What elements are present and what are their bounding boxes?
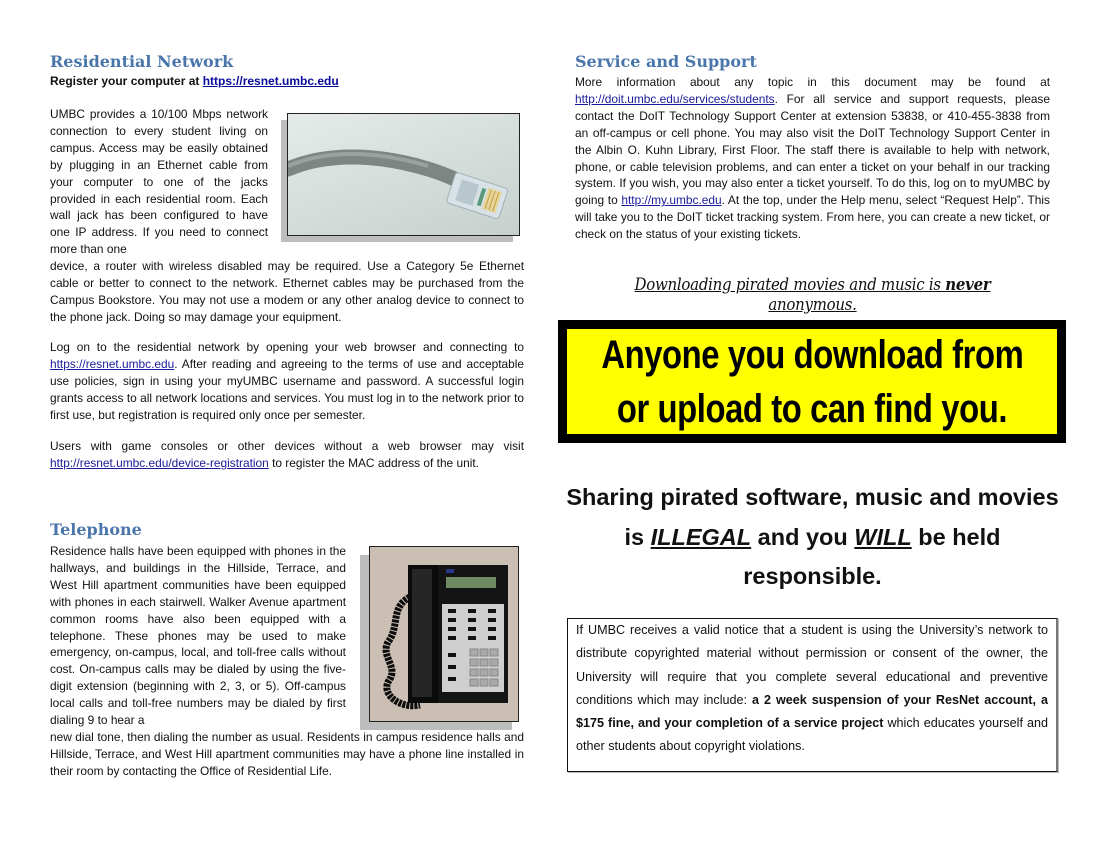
notice-text-1: If UMBC receives a valid notice that a student is using the University’s network to distribute copyrighted material without permission or consent of the owner, the University will require that you complete several educational and preventive conditions which may include:: [576, 623, 1048, 707]
will-emphasis: WILL: [854, 523, 912, 550]
slogan-before: Downloading pirated movies and music is: [634, 275, 946, 295]
illegal-part-1: Sharing pirated software, music and movies is: [566, 484, 1059, 550]
register-line: [50, 74, 524, 88]
residential-network-section: [50, 52, 524, 88]
residential-paragraph-rest: device, a router with wireless disabled may be required. Use a Category 5e Ethernet cable or better to connect to the network. Ethernet cables may be purchased from the Campus Bookstore. You may not use a modem or any other analog device to connect to the phone jack. Doing so may damage your equipment.: [50, 259, 524, 324]
illegal-part-3: be held responsible.: [743, 523, 1001, 589]
illegal-emphasis: ILLEGAL: [650, 523, 752, 550]
warning-line-2: or upload to can find you.: [616, 386, 1008, 431]
service-support-paragraph: [575, 74, 1050, 243]
illegal-statement: [560, 478, 1065, 597]
warning-line-1: Anyone you download from: [600, 332, 1024, 377]
consoles-text-rest: to register the MAC address of the unit.: [268, 455, 479, 470]
myumbc-link[interactable]: http://my.umbc.edu: [621, 193, 722, 208]
logon-text-prefix: Log on to the residential network by opening your web browser and connecting to: [50, 340, 524, 354]
telephone-paragraph-wrap: Residence halls have been equipped with phones in the hallways, and buildings in the Hillside, Terrace, and West Hill apartment communities have been equipped with phones in each stairwell. Walker Avenue apartment common rooms have also been equipped with a telephone. These phones may be used to make emergency, on-campus, local, and toll-free calls without cost. On-campus calls may be dialed by using the five-digit extension (beginning with 2, 3, or 5). Off-campus local calls and toll-free numbers may be dialed by first dialing 9 to hear a: [50, 544, 346, 728]
support-text-middle: . For all service and support requests, please contact the DoIT Technology Support Center at extension 53838, or 410-455-3838 from an off-campus or cell phone. You may also visit the DoIT Technology Support Center in the Albin O. Kuhn Library, First Floor. The staff there is available to help with network, phone, or cable television problems, and can enter a ticket on your behalf in our tracking system. If you wish, you may also enter a ticket yourself. To do this, log on to myUMBC by going to: [575, 91, 1050, 208]
logon-text-rest: . After reading and agreeing to the terms of use and acceptable use policies, sign in using your myUMBC username and password. A successful login grants access to all network locations and services. You must log in to the network prior to first use, but registration is required only once per semester.: [50, 356, 524, 422]
telephone-image: [370, 547, 518, 721]
consoles-text-prefix: Users with game consoles or other devices without a web browser may visit: [50, 439, 524, 453]
slogan-emphasis: never: [945, 275, 991, 295]
notice-penalties: a 2 week suspension of your ResNet account, a $175 fine, and your completion of a service project: [576, 692, 1048, 731]
resnet-link[interactable]: https://resnet.umbc.edu: [50, 356, 175, 371]
slogan-after: anonymous.: [768, 295, 857, 315]
support-text-suffix: . At the top, under the Help menu, select “Request Help”. This will take you to the DoIT ticket tracking system. From here, you can create a new ticket, or check on the status of your existing tickets.: [575, 193, 1050, 242]
residential-network-heading: Residential Network: [50, 52, 234, 71]
doit-services-link[interactable]: http://doit.umbc.edu/services/students: [575, 91, 775, 106]
telephone-heading: Telephone: [50, 520, 142, 539]
anonymity-slogan: [590, 275, 1034, 315]
service-support-heading: Service and Support: [575, 52, 757, 71]
device-registration-link[interactable]: http://resnet.umbc.edu/device-registration: [50, 455, 269, 470]
ethernet-cable-photo: [281, 113, 521, 243]
copyright-notice-box: [567, 618, 1058, 772]
warning-banner: [558, 320, 1066, 443]
ethernet-cable-image: [288, 114, 519, 235]
illegal-part-2: and you: [751, 523, 855, 550]
residential-paragraph-wrap: UMBC provides a 10/100 Mbps network connection to every student living on campus. Access may be easily obtained by plugging in an Ethernet cable from your computer to one of the jacks provided in each residential room. Each wall jack has been configured to have one IP address. If you need to connect more than one: [50, 107, 268, 257]
register-prefix: Register your computer at: [50, 74, 203, 88]
telephone-paragraph-rest: new dial tone, then dialing the number as usual. Residents in campus residence halls and Hillside, Terrace, and West Hill apartment communities may have a phone line installed in their room by contacting the Office of Residential Life.: [50, 730, 524, 778]
desk-telephone-photo: [360, 546, 520, 731]
game-consoles-paragraph: [50, 438, 524, 472]
support-text-prefix: More information about any topic in this document may be found at: [575, 75, 1050, 89]
notice-text-2: which educates yourself and other students about copyright violations.: [576, 716, 1048, 754]
logon-paragraph: [50, 339, 524, 424]
register-link[interactable]: https://resnet.umbc.edu: [202, 74, 339, 88]
